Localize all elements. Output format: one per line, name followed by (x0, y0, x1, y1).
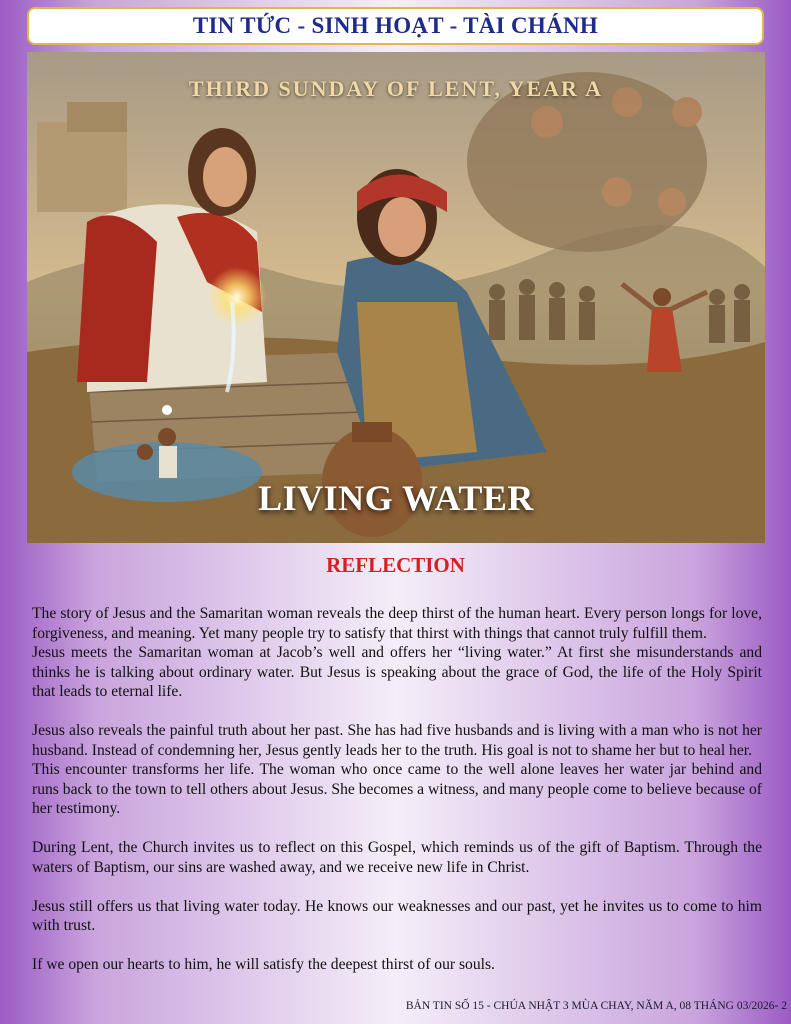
glow (207, 267, 267, 327)
town-building (37, 122, 127, 212)
header-title: TIN TỨC - SINH HOẠT - TÀI CHÁNH (192, 13, 599, 38)
section-heading: REFLECTION (326, 553, 465, 577)
hero-title: LIVING WATER (258, 478, 534, 518)
header-banner (27, 7, 764, 45)
paragraph: Jesus still offers us that living water today. He knows our weaknesses and our past, yet he invites us to come to him with trust. (32, 897, 762, 934)
hero-image (27, 52, 765, 543)
paragraph: Jesus meets the Samaritan woman at Jacob’s well and offers her “living water.” At first she misunderstands and thinks he is talking about ordinary water. But Jesus is speaking about the grace of God, the life of the Holy Spirit that leads to eternal life. (32, 644, 762, 700)
paragraph: If we open our hearts to him, he will satisfy the deepest thirst of our souls. (32, 956, 495, 973)
reflection-body (32, 604, 762, 975)
paragraph: The story of Jesus and the Samaritan woman reveals the deep thirst of the human heart. Every person longs for love, forgiveness, and meaning. Yet many people try to satisfy that thirst with things that cannot truly fulfill them. (32, 605, 762, 642)
footer-text: BẢN TIN SỐ 15 - CHÚA NHẬT 3 MÙA CHAY, NĂM A, 08 THÁNG 03/2026- 2 (405, 1000, 787, 1012)
hero-illustration (27, 52, 765, 543)
paragraph: During Lent, the Church invites us to reflect on this Gospel, which reminds us of the gift of Baptism. Through the waters of Baptism, our sins are washed away, and we receive new life in Christ. (32, 839, 762, 876)
paragraph: Jesus also reveals the painful truth about her past. She has had five husbands and is living with a man who is not her husband. Instead of condemning her, Jesus gently leads her to the truth. His goal is not to shame her but to heal her. (32, 722, 762, 759)
hero-subtitle: THIRD SUNDAY OF LENT, YEAR A (188, 76, 604, 101)
paragraph: This encounter transforms her life. The woman who once came to the well alone leaves her water jar behind and runs back to the town to tell others about Jesus. She becomes a witness, and many people come to believe because of her testimony. (32, 761, 762, 817)
